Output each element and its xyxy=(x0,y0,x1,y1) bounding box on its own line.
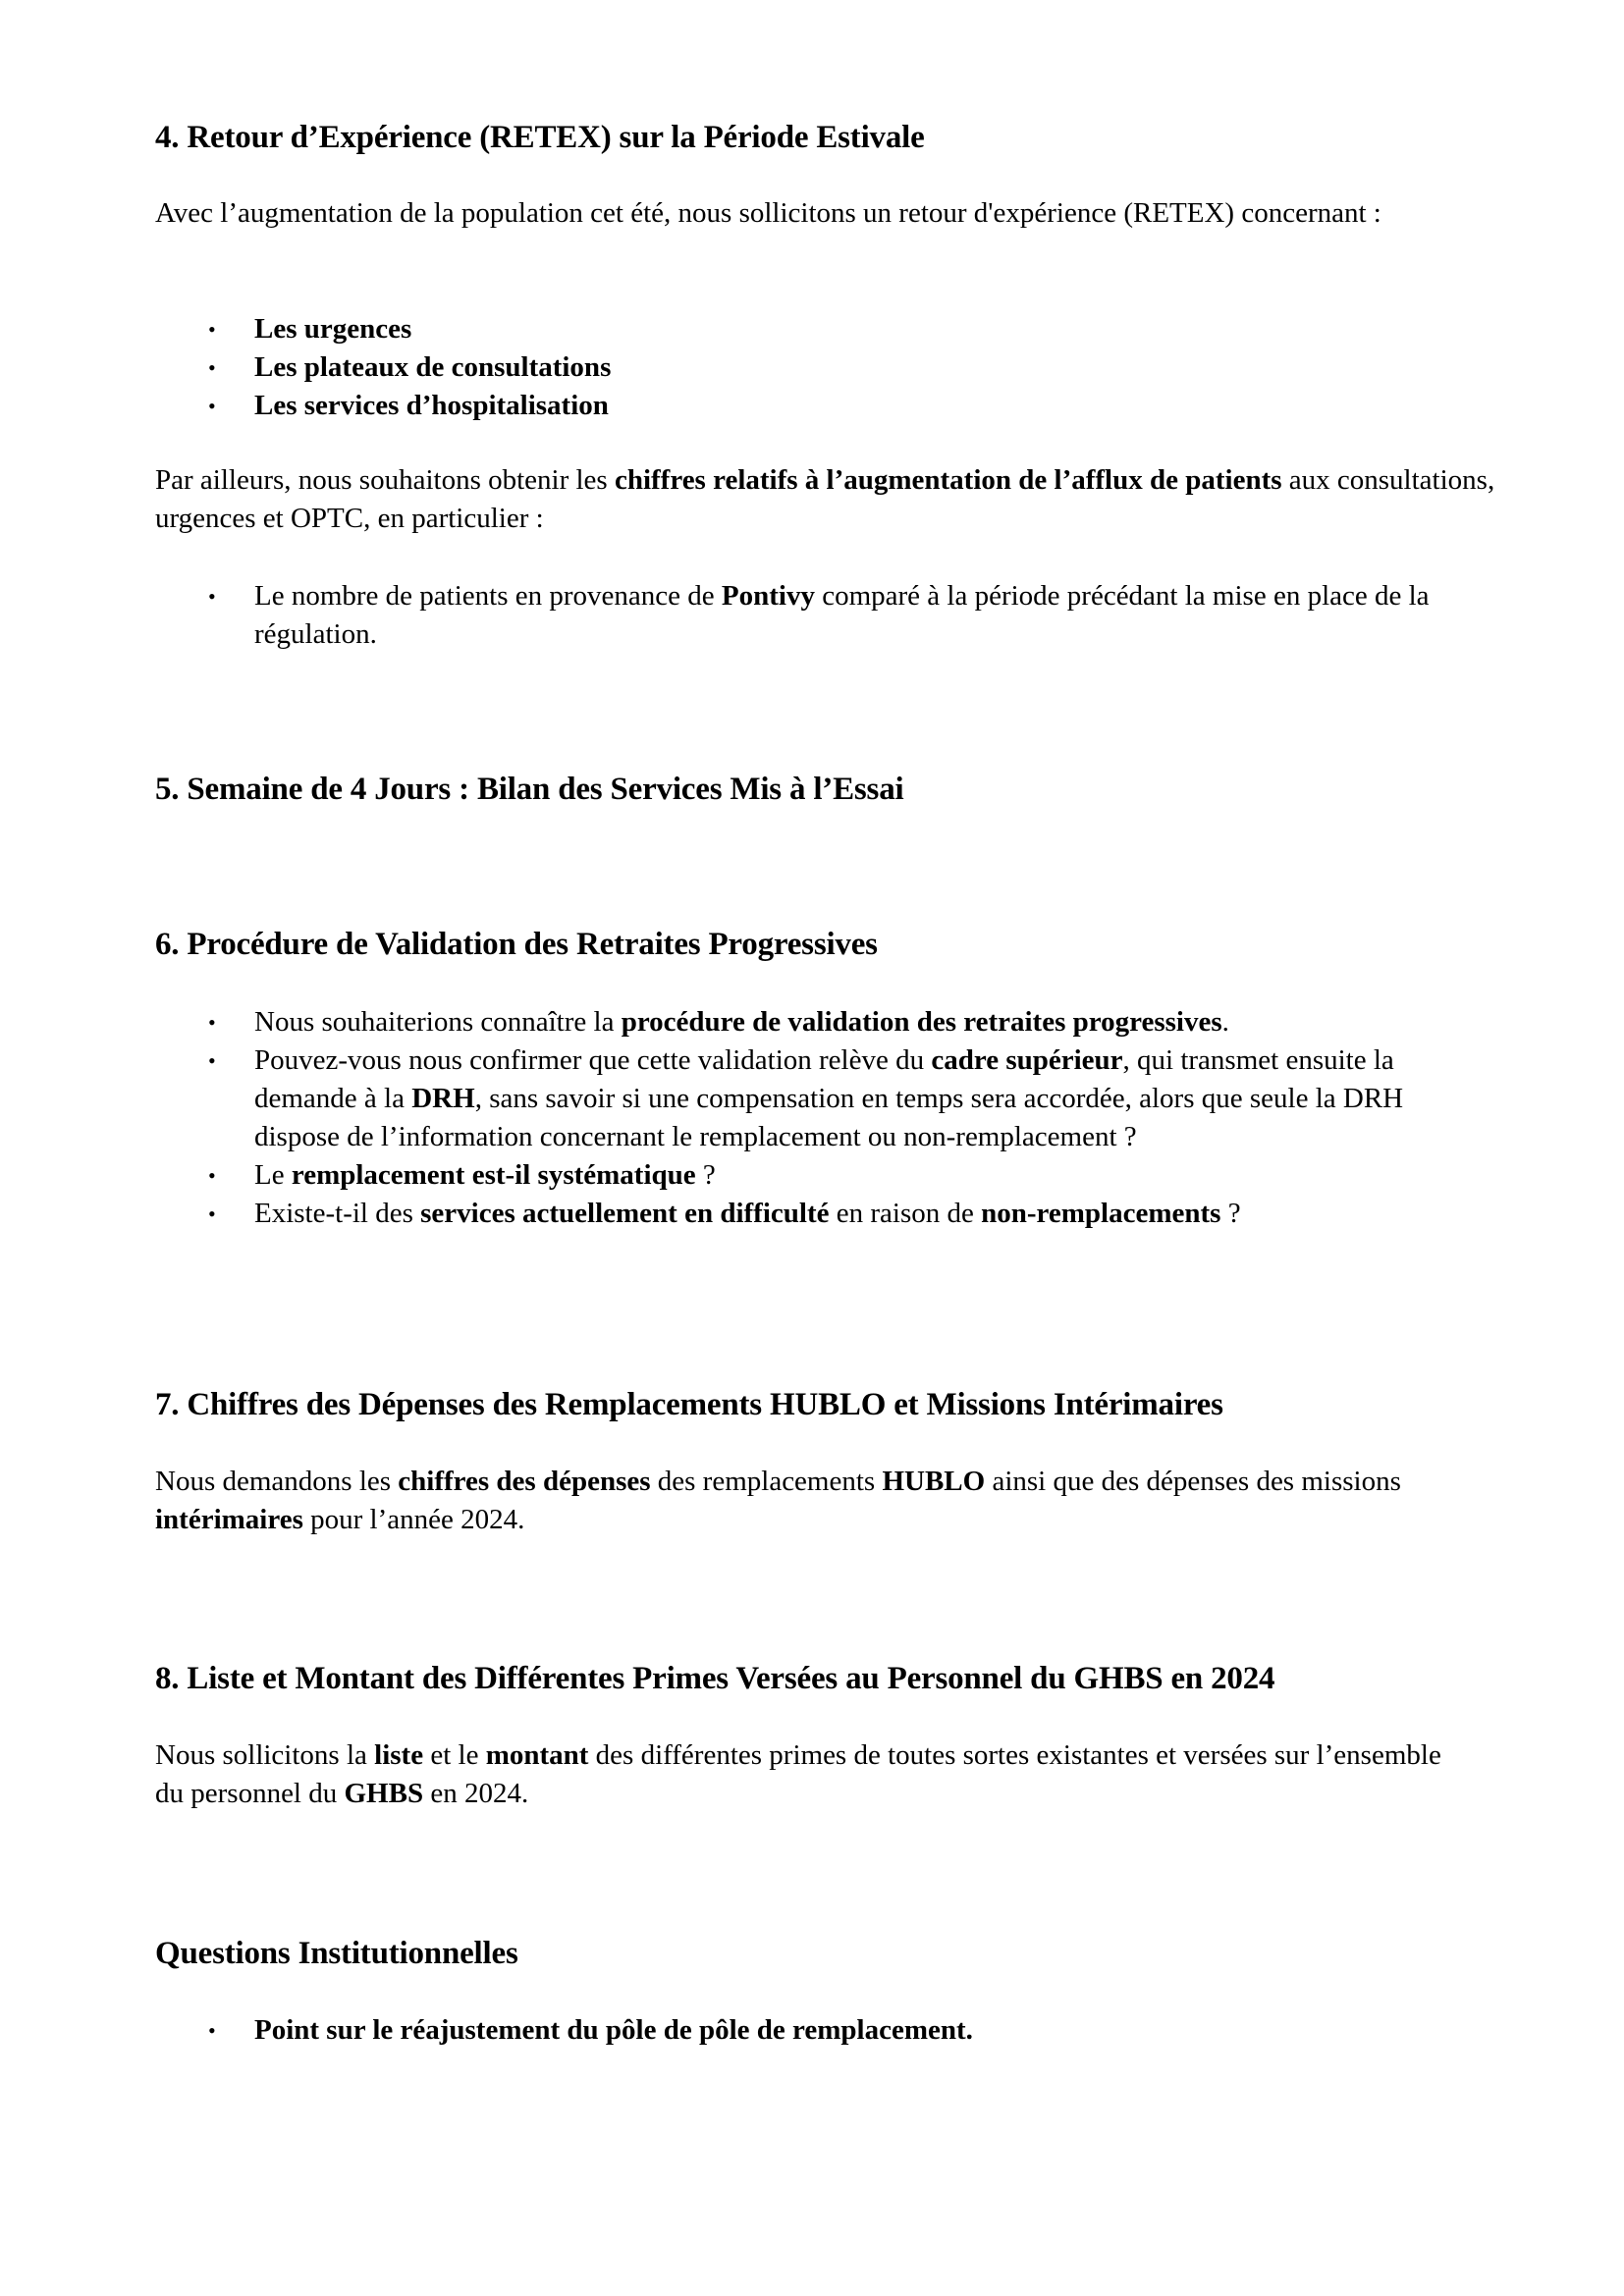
bold-text-run: liste xyxy=(374,1739,424,1771)
section-4-areas-list xyxy=(155,310,1510,425)
list-item xyxy=(155,577,1471,654)
bullet-icon: • xyxy=(208,1201,216,1226)
list-item xyxy=(155,1195,1490,1233)
text-run: ainsi que des dépenses des missions xyxy=(985,1466,1409,1497)
bullet-icon: • xyxy=(208,1163,216,1188)
list-item xyxy=(155,1041,1490,1156)
section-7-paragraph xyxy=(155,1463,1490,1539)
bullet-icon: • xyxy=(208,1010,216,1035)
bold-text-run: montant xyxy=(485,1739,589,1771)
list-item xyxy=(155,348,1510,387)
bold-text-run: chiffres des dépenses xyxy=(398,1466,651,1497)
bullet-icon: • xyxy=(208,317,216,342)
text-run: Le nombre de patients en provenance de xyxy=(254,580,722,612)
bold-text-run: chiffres relatifs à l’augmentation de l’afflux de patients xyxy=(614,464,1282,496)
bold-text-run: Point sur le réajustement du pôle de pôle de remplacement. xyxy=(254,2014,973,2046)
text-run: en 2024. xyxy=(423,1778,529,1809)
section-4-figures-paragraph xyxy=(155,461,1520,538)
section-7-heading: 7. Chiffres des Dépenses des Remplacements HUBLO et Missions Intérimaires xyxy=(155,1387,1223,1422)
text-run: et le xyxy=(423,1739,486,1771)
section-4-heading: 4. Retour d’Expérience (RETEX) sur la Période Estivale xyxy=(155,120,925,155)
section-8-heading: 8. Liste et Montant des Différentes Primes Versées au Personnel du GHBS en 2024 xyxy=(155,1661,1275,1696)
institutional-questions-list xyxy=(155,2011,1510,2050)
text-run: des remplacements xyxy=(650,1466,883,1497)
bullet-icon: • xyxy=(208,394,216,418)
text-run: comparé à la période précédant la mise en place de la régulation. xyxy=(254,580,1436,650)
bold-text-run: DRH xyxy=(411,1083,475,1114)
bullet-icon: • xyxy=(208,1048,216,1073)
text-run: ? xyxy=(1220,1198,1241,1229)
text-run: en raison de xyxy=(829,1198,982,1229)
text-run: . xyxy=(1221,1006,1229,1038)
text-run: , qui transmet ensuite la demande à la xyxy=(254,1044,1402,1114)
bold-text-run: services actuellement en difficulté xyxy=(420,1198,830,1229)
section-6-questions-list xyxy=(155,1003,1490,1233)
bold-text-run: Les urgences xyxy=(254,313,412,345)
text-run: , sans savoir si une compensation en temps sera accordée, alors que seule la DRH dispose de l’information concernant le remplacement ou non-remplacement ? xyxy=(254,1083,1411,1152)
section-4-pontivy-list xyxy=(155,577,1471,654)
text-run: Pouvez-vous nous confirmer que cette validation relève du xyxy=(254,1044,932,1076)
list-item xyxy=(155,2011,1510,2050)
bullet-icon: • xyxy=(208,355,216,380)
bold-text-run: HUBLO xyxy=(882,1466,986,1497)
bold-text-run: GHBS xyxy=(344,1778,424,1809)
bold-text-run: non-remplacements xyxy=(981,1198,1221,1229)
text-run: des différentes primes de toutes sortes existantes et versées sur l’ensemble du personnel du xyxy=(155,1739,1449,1809)
section-4-intro-paragraph xyxy=(155,194,1461,233)
institutional-questions-heading: Questions Institutionnelles xyxy=(155,1936,518,1971)
text-run: Nous souhaiterions connaître la xyxy=(254,1006,622,1038)
text-run: pour l’année 2024. xyxy=(302,1504,525,1535)
list-item xyxy=(155,1156,1490,1195)
section-6-heading: 6. Procédure de Validation des Retraites Progressives xyxy=(155,927,878,962)
bold-text-run: Les services d’hospitalisation xyxy=(254,390,609,421)
bullet-icon: • xyxy=(208,584,216,609)
text-run: Existe-t-il des xyxy=(254,1198,421,1229)
bullet-icon: • xyxy=(208,2018,216,2043)
text-run: aux consultations, urgences et OPTC, en particulier : xyxy=(155,464,1502,534)
text-run: Avec l’augmentation de la population cet été, nous sollicitons un retour d'expérience (RETEX) concernant : xyxy=(155,197,1381,229)
bold-text-run: Pontivy xyxy=(721,580,815,612)
bold-text-run: cadre supérieur xyxy=(931,1044,1123,1076)
bold-text-run: remplacement est-il systématique xyxy=(291,1159,696,1191)
bold-text-run: procédure de validation des retraites progressives xyxy=(621,1006,1222,1038)
section-5-heading: 5. Semaine de 4 Jours : Bilan des Services Mis à l’Essai xyxy=(155,772,904,807)
section-8-paragraph xyxy=(155,1736,1471,1813)
text-run: Par ailleurs, nous souhaitons obtenir les xyxy=(155,464,615,496)
list-item xyxy=(155,310,1510,348)
list-item xyxy=(155,1003,1490,1041)
bold-text-run: intérimaires xyxy=(155,1504,303,1535)
list-item xyxy=(155,387,1510,425)
bold-text-run: Les plateaux de consultations xyxy=(254,351,612,383)
text-run: ? xyxy=(695,1159,716,1191)
text-run: Le xyxy=(254,1159,292,1191)
text-run: Nous sollicitons la xyxy=(155,1739,375,1771)
text-run: Nous demandons les xyxy=(155,1466,399,1497)
